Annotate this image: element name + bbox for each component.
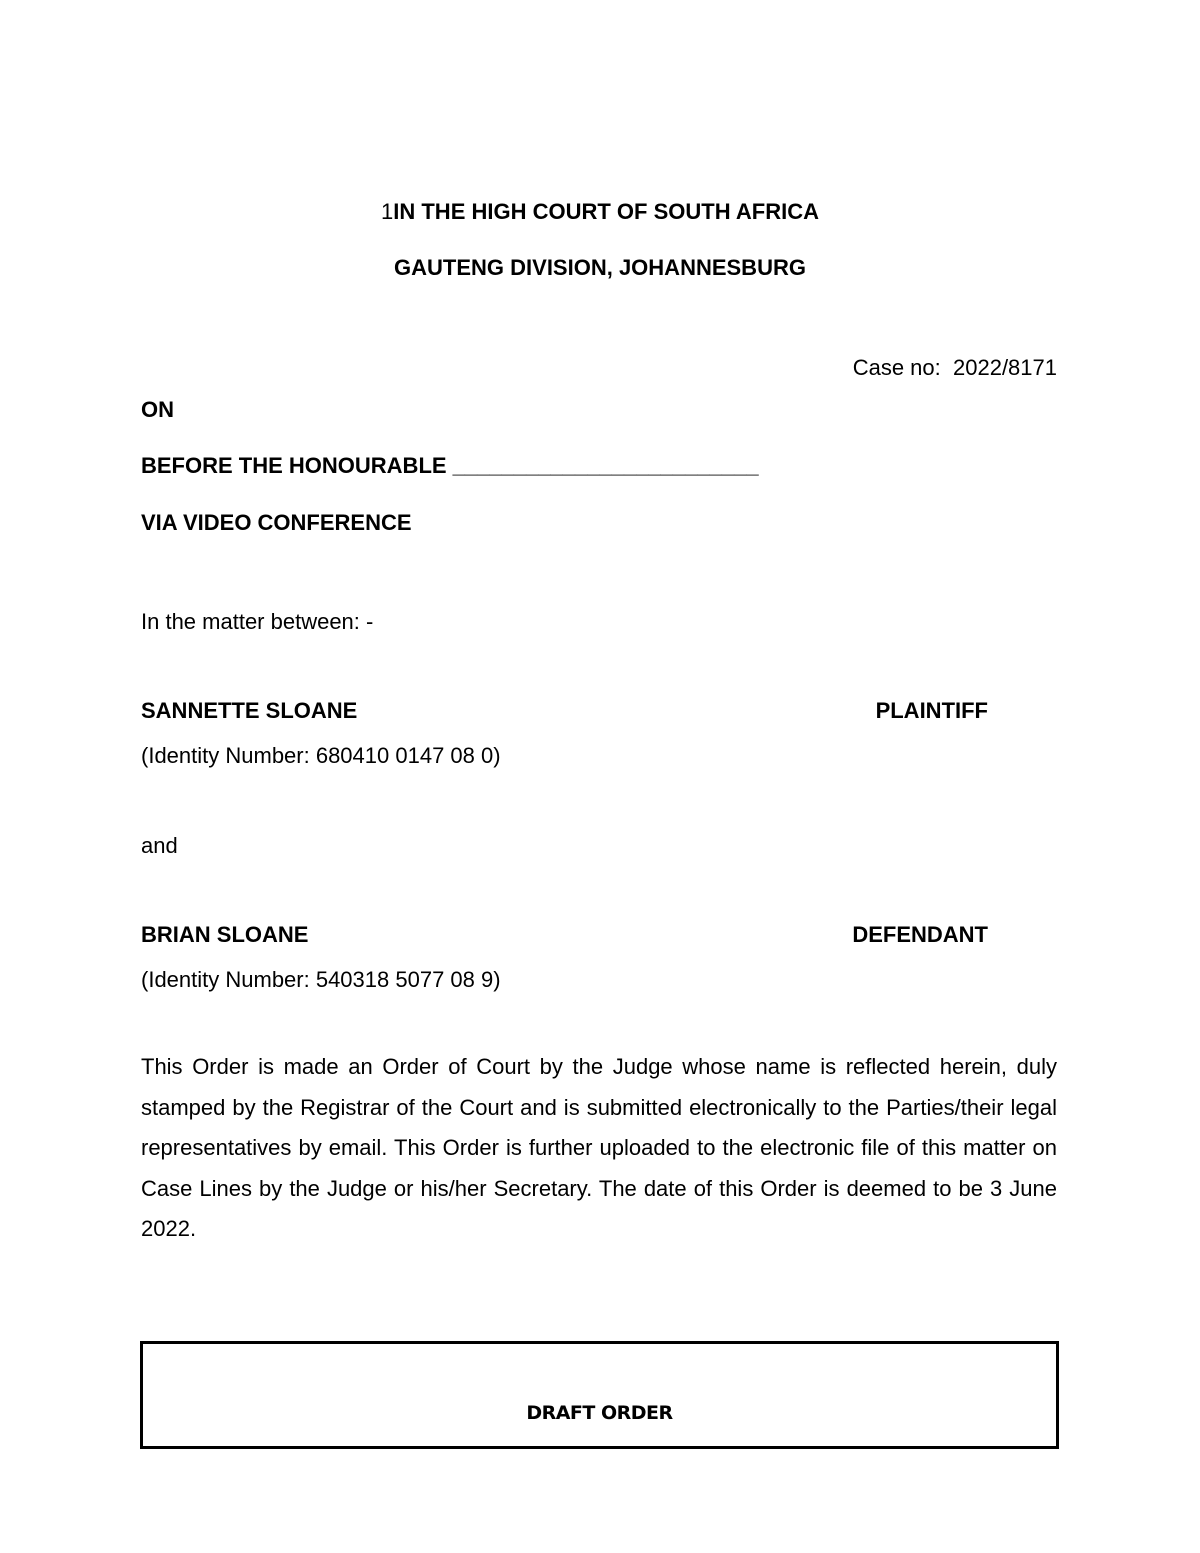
hearing-via: VIA VIDEO CONFERENCE	[141, 510, 412, 535]
and-separator: and	[141, 833, 178, 858]
matter-intro: In the matter between: -	[141, 609, 374, 634]
defendant-name: BRIAN SLOANE	[141, 922, 309, 947]
plaintiff-identity: (Identity Number: 680410 0147 08 0)	[141, 743, 501, 768]
order-paragraph: This Order is made an Order of Court by the Judge whose name is reflected herein, duly stamped by the Registrar of the Court and is submitted electronically to the Parties/their legal representatives by email. This Order is further uploaded to the electronic file of this matter on Case Lines by the Judge or his/her Secretary. The date of this Order is deemed to be 3 June 2022.	[141, 1054, 1057, 1241]
hearing-before-judge: BEFORE THE HONOURABLE _________________________	[141, 453, 759, 478]
court-title-text: IN THE HIGH COURT OF SOUTH AFRICA	[393, 199, 819, 224]
plaintiff-role: PLAINTIFF	[875, 698, 988, 723]
defendant-identity: (Identity Number: 540318 5077 08 9)	[141, 967, 501, 992]
draft-order-title: DRAFT ORDER	[526, 1402, 673, 1424]
case-number-line	[853, 355, 1057, 381]
plaintiff-name: SANNETTE SLOANE	[141, 698, 358, 723]
court-division: GAUTENG DIVISION, JOHANNESBURG	[394, 255, 806, 280]
case-number-value: 2022/8171	[953, 355, 1057, 380]
court-title	[0, 199, 1200, 225]
draft-order-box	[140, 1341, 1059, 1449]
defendant-role: DEFENDANT	[852, 922, 988, 947]
footnote-mark: 1	[381, 199, 394, 224]
case-number-label: Case no:	[852, 355, 941, 380]
hearing-on: ON	[141, 397, 174, 422]
